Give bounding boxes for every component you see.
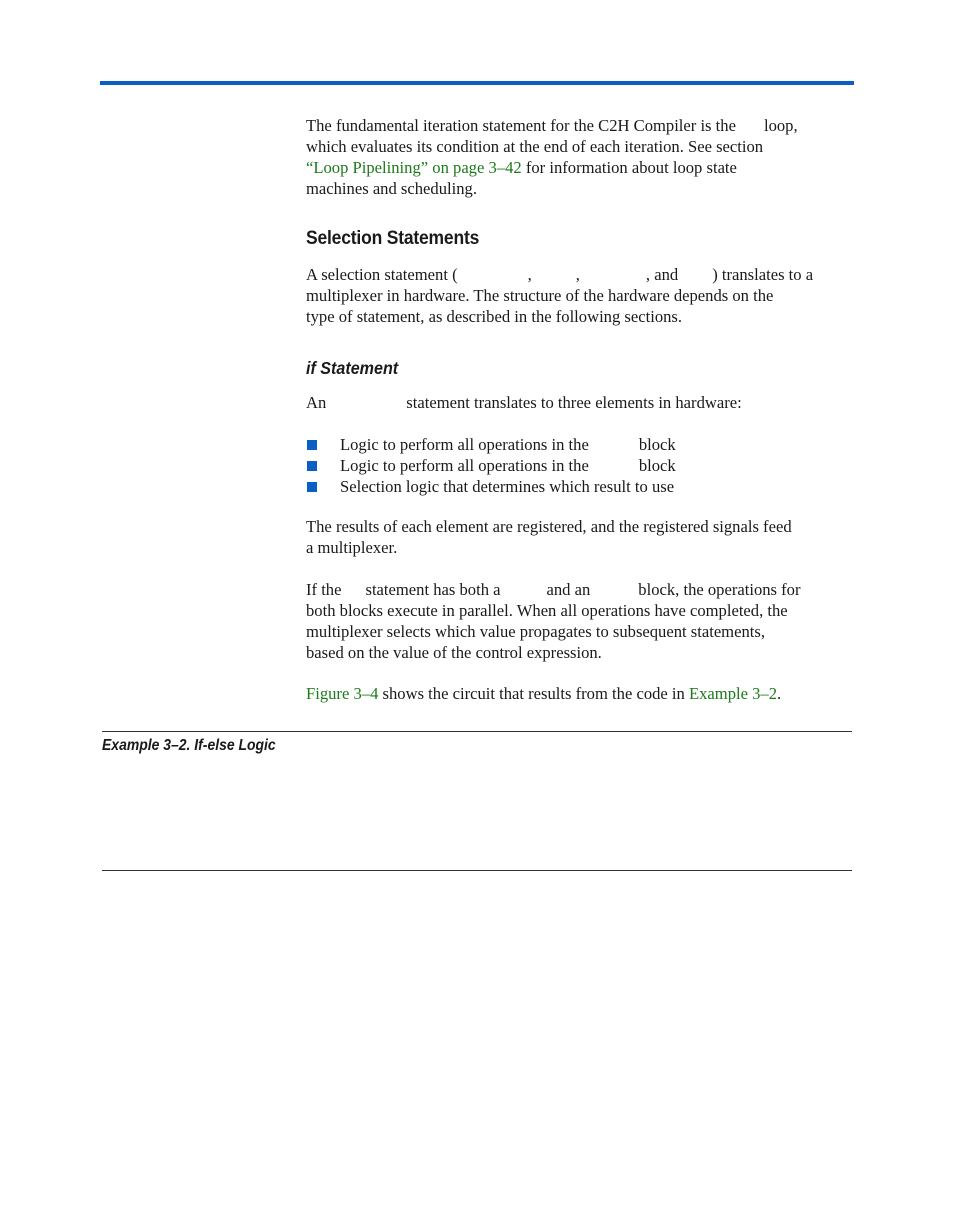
list-item-text: Logic to perform all operations in the <box>340 435 589 454</box>
if-statement-heading: if Statement <box>306 358 399 378</box>
registered-line-1: The results of each element are registered, and the registered signals feed <box>306 517 792 536</box>
selection-line-1c: ) translates to a <box>712 265 814 284</box>
intro-line-1: The fundamental iteration statement for the C2H Compiler is the <box>306 116 736 135</box>
square-bullet-icon <box>307 440 317 450</box>
selection-line-1a: A selection statement ( <box>306 265 458 284</box>
figure-reference-paragraph <box>306 683 856 704</box>
if-intro-line-b: statement translates to three elements in hardware: <box>406 393 742 412</box>
selection-paragraph <box>306 264 856 327</box>
registered-paragraph <box>306 516 856 558</box>
list-item-text: Logic to perform all operations in the <box>340 456 589 475</box>
parallel-line-1d: block, the operations for <box>638 580 801 599</box>
selection-line-1b: , and <box>645 265 679 284</box>
selection-line-3: type of statement, as described in the following sections. <box>306 307 683 326</box>
if-intro-paragraph <box>306 392 856 413</box>
example-top-rule <box>102 731 852 732</box>
list-item-text: Selection logic that determines which result to use <box>340 477 675 496</box>
list-item-suffix: block <box>638 456 676 475</box>
list-item-suffix: block <box>638 435 676 454</box>
example-bottom-rule <box>102 870 852 871</box>
square-bullet-icon <box>307 461 317 471</box>
intro-paragraph <box>306 115 856 199</box>
selection-comma-1: , <box>527 265 532 284</box>
parallel-line-1b: statement has both a <box>365 580 501 599</box>
parallel-line-3: multiplexer selects which value propagates to subsequent statements, <box>306 622 765 641</box>
registered-line-2: a multiplexer. <box>306 538 398 557</box>
figure-3-4-link[interactable]: Figure 3–4 <box>306 684 379 703</box>
selection-line-2: multiplexer in hardware. The structure of the hardware depends on the <box>306 286 774 305</box>
intro-line-3: for information about loop state <box>525 158 737 177</box>
intro-line-1-end: loop, <box>763 116 798 135</box>
parallel-line-1a: If the <box>306 580 342 599</box>
parallel-line-1c: and an <box>546 580 591 599</box>
parallel-line-4: based on the value of the control expression. <box>306 643 602 662</box>
loop-pipelining-link[interactable]: “Loop Pipelining” on page 3–42 <box>306 158 522 177</box>
selection-statements-heading: Selection Statements <box>306 228 480 249</box>
parallel-line-2: both blocks execute in parallel. When all operations have completed, the <box>306 601 788 620</box>
intro-line-4: machines and scheduling. <box>306 179 477 198</box>
if-intro-line-a: An <box>306 393 327 412</box>
example-caption: Example 3–2. If-else Logic <box>102 737 276 754</box>
parallel-paragraph <box>306 579 856 663</box>
figure-reference-period: . <box>777 684 782 703</box>
header-rule <box>100 81 854 85</box>
selection-comma-2: , <box>575 265 580 284</box>
intro-line-2: which evaluates its condition at the end of each iteration. See section <box>306 137 764 156</box>
square-bullet-icon <box>307 482 317 492</box>
figure-reference-text: shows the circuit that results from the code in <box>382 684 685 703</box>
example-3-2-link[interactable]: Example 3–2 <box>689 684 778 703</box>
